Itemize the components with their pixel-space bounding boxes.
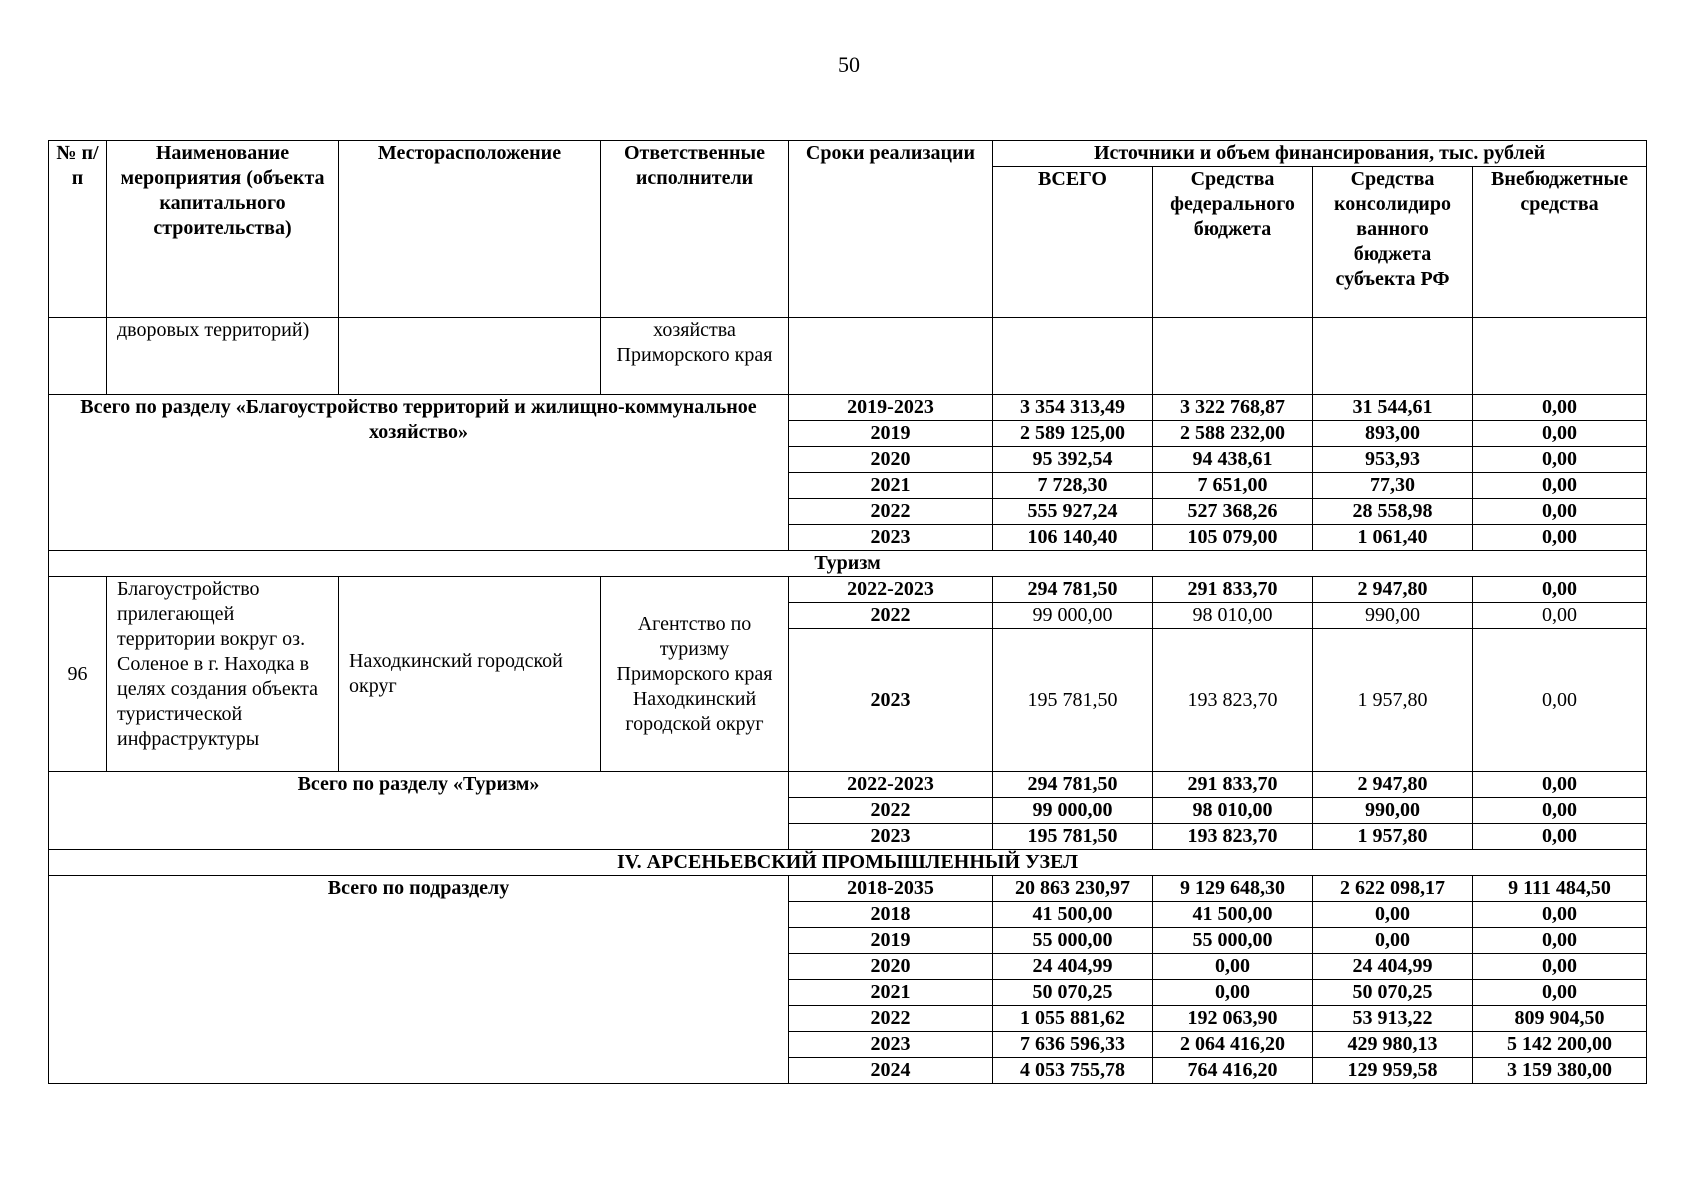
table-row: 2019 2 589 125,00 2 588 232,00 893,00 0,00 — [49, 421, 1647, 447]
header-num: № п/п — [49, 141, 107, 318]
table-row: 2022 99 000,00 98 010,00 990,00 0,00 — [49, 798, 1647, 824]
section-title-row — [49, 850, 1647, 876]
header-location: Месторасположение — [339, 141, 601, 318]
table-row: 2022 99 000,00 98 010,00 990,00 0,00 — [49, 603, 1647, 629]
page-number: 50 — [838, 52, 860, 77]
header-period: Сроки реализации — [789, 141, 993, 318]
header-sources-title: Источники и объем финансирования, тыс. рублей — [993, 141, 1647, 167]
table-row: 2020 24 404,99 0,00 24 404,99 0,00 — [49, 954, 1647, 980]
header-responsible: Ответственные исполнители — [601, 141, 789, 318]
financing-table — [48, 140, 1647, 1084]
item-num: 96 — [49, 577, 107, 772]
item-name: Благоустройство прилегающей территории вокруг оз. Соленое в г. Находка в целях создания объекта туристической инфраструктуры — [107, 577, 339, 772]
cont-responsible: хозяйства Приморского края — [601, 318, 789, 395]
table-row: 2022 555 927,24 527 368,26 28 558,98 0,00 — [49, 499, 1647, 525]
header-federal: Средства федерального бюджета — [1153, 167, 1313, 318]
header-total: ВСЕГО — [993, 167, 1153, 318]
section-tourism-title: Туризм — [49, 551, 1647, 577]
table-row: 2023 195 781,50 193 823,70 1 957,80 0,00 — [49, 824, 1647, 850]
section1-total-label: Всего по разделу «Благоустройство территорий и жилищно-коммунальное хозяйство» — [49, 395, 789, 551]
continuation-row — [49, 318, 1647, 395]
section-title-row — [49, 551, 1647, 577]
table-row: 2021 50 070,25 0,00 50 070,25 0,00 — [49, 980, 1647, 1006]
cont-name: дворовых территорий) — [107, 318, 339, 395]
header-row — [49, 141, 1647, 167]
table-row: 2020 95 392,54 94 438,61 953,93 0,00 — [49, 447, 1647, 473]
table-row: 2022 1 055 881,62 192 063,90 53 913,22 809 904,50 — [49, 1006, 1647, 1032]
table-row: 2024 4 053 755,78 764 416,20 129 959,58 3 159 380,00 — [49, 1058, 1647, 1084]
header-consolidated: Средства консолидиро ванного бюджета субъекта РФ — [1313, 167, 1473, 318]
table-row: Всего по подразделу 2018-2035 20 863 230,97 9 129 648,30 2 622 098,17 9 111 484,50 — [49, 876, 1647, 902]
arsenyev-total-label: Всего по подразделу — [49, 876, 789, 1084]
table-row: 2019 55 000,00 55 000,00 0,00 0,00 — [49, 928, 1647, 954]
section-arsenyev-title: IV. АРСЕНЬЕВСКИЙ ПРОМЫШЛЕННЫЙ УЗЕЛ — [49, 850, 1647, 876]
item-location: Находкинский городской округ — [339, 577, 601, 772]
table-row: 2023 195 781,50 193 823,70 1 957,80 0,00 — [49, 629, 1647, 772]
table-row: 2021 7 728,30 7 651,00 77,30 0,00 — [49, 473, 1647, 499]
header-name: Наименование мероприятия (объекта капитального строительства) — [107, 141, 339, 318]
table-row: 96 Благоустройство прилегающей территории вокруг оз. Соленое в г. Находка в целях создания объекта туристической инфраструктуры Находкинский городской округ Агентство по туризму Приморского края Находкинский городской округ 2022-2023 294 781,50 291 833,70 2 947,80 0,00 — [49, 577, 1647, 603]
table-row: 2023 7 636 596,33 2 064 416,20 429 980,13 5 142 200,00 — [49, 1032, 1647, 1058]
table-row: 2023 106 140,40 105 079,00 1 061,40 0,00 — [49, 525, 1647, 551]
table-row: Всего по разделу «Благоустройство территорий и жилищно-коммунальное хозяйство» 2019-2023 3 354 313,49 3 322 768,87 31 544,61 0,00 — [49, 395, 1647, 421]
header-extrabudget: Внебюджетные средства — [1473, 167, 1647, 318]
table-row: 2018 41 500,00 41 500,00 0,00 0,00 — [49, 902, 1647, 928]
table-row: Всего по разделу «Туризм» 2022-2023 294 781,50 291 833,70 2 947,80 0,00 — [49, 772, 1647, 798]
item-responsible: Агентство по туризму Приморского края Находкинский городской округ — [601, 577, 789, 772]
tourism-total-label: Всего по разделу «Туризм» — [49, 772, 789, 850]
